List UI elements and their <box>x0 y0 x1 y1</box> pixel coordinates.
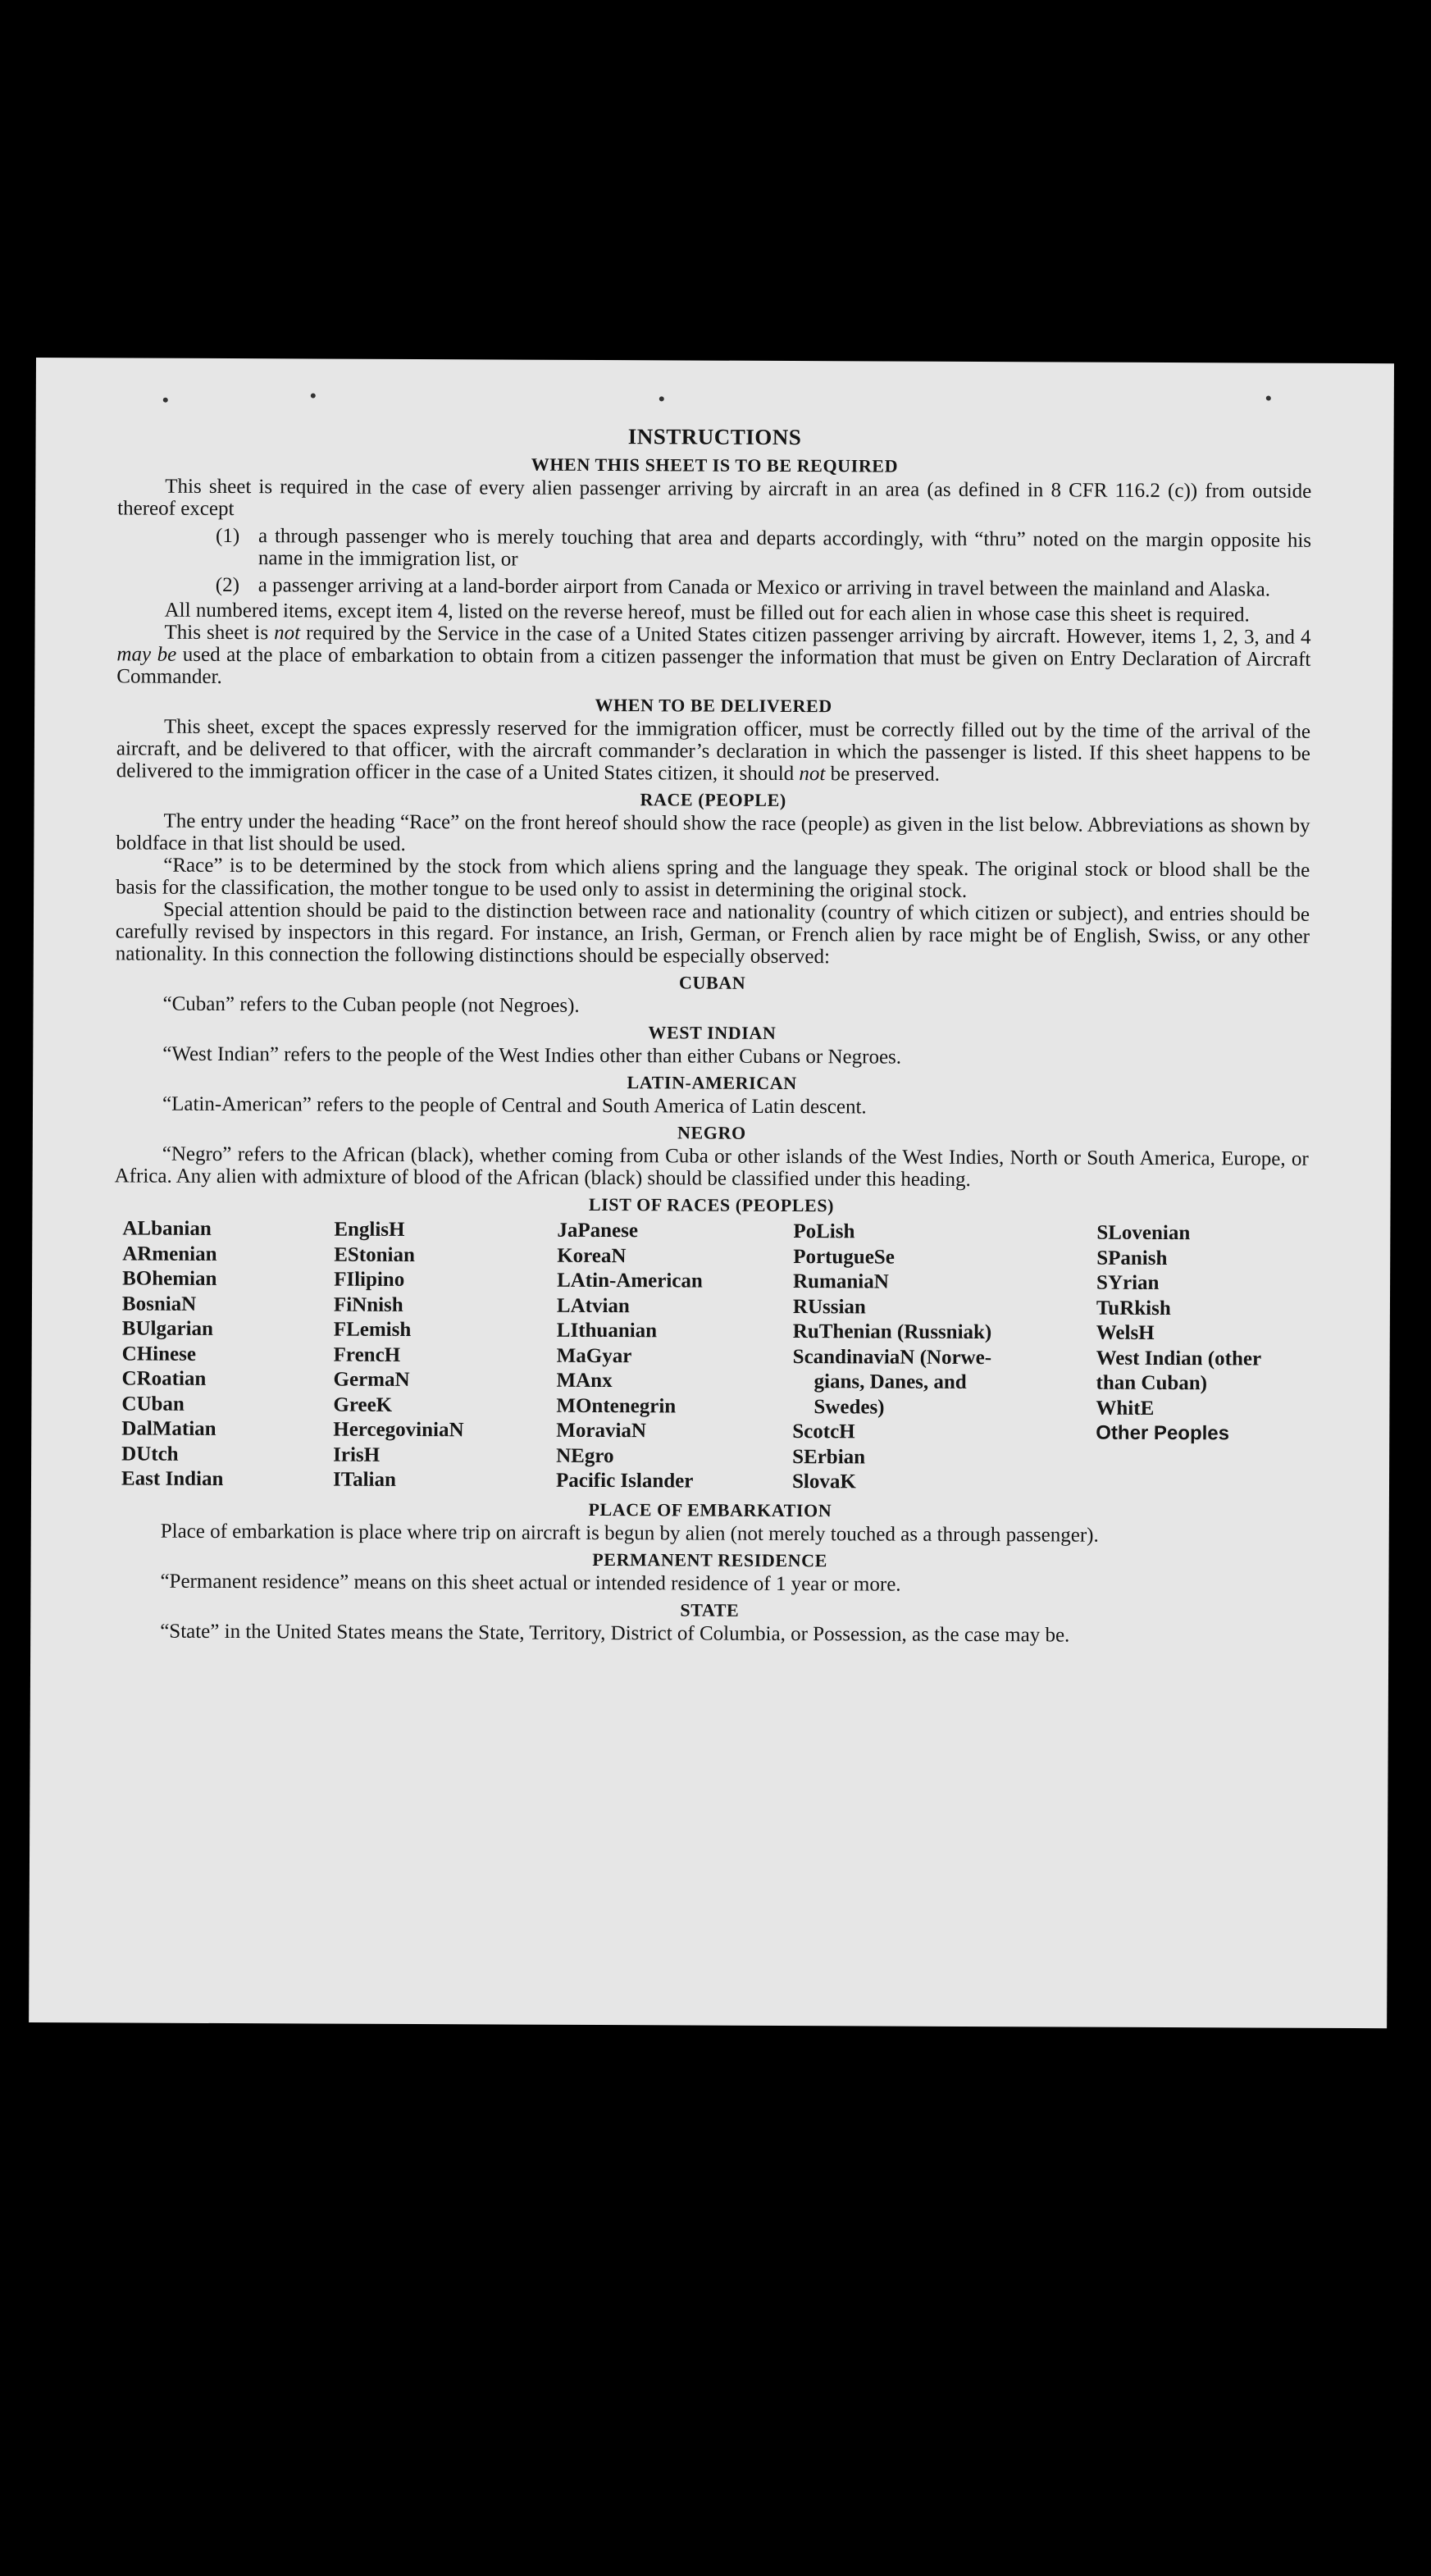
heading-cuban: CUBAN <box>679 972 746 993</box>
race-entry: FLemish <box>333 1318 412 1342</box>
paragraph-permanent-residence: “Permanent residence” means on this sheet actual or intended residence of 1 year or more. <box>160 1570 901 1596</box>
race-entry: LAtvian <box>556 1294 630 1317</box>
heading-race: RACE (PEOPLE) <box>640 789 786 810</box>
race-entry: Pacific Islander <box>555 1469 694 1493</box>
race-entry: East Indian <box>121 1467 224 1491</box>
race-entry: CHinese <box>121 1342 197 1366</box>
race-entry: WelsH <box>1096 1321 1155 1344</box>
race-entry: KoreaN <box>557 1244 627 1267</box>
exception-text: a through passenger who is merely touching that area and departs accordingly, with “thru” noted on the margin opposite his name in the immigration list, or <box>257 525 1312 571</box>
races-column-4 <box>792 1220 1096 1496</box>
heading-west-indian: WEST INDIAN <box>648 1022 777 1043</box>
race-entry: PortugueSe <box>793 1245 895 1269</box>
race-entry: ALbanian <box>122 1217 212 1240</box>
heading-state: STATE <box>680 1598 740 1621</box>
race-entry: GermaN <box>333 1368 410 1391</box>
race-entry: MOntenegrin <box>556 1394 677 1417</box>
text-run: This sheet is <box>164 621 275 645</box>
race-entry: MaGyar <box>556 1344 632 1367</box>
paragraph-embarkation: Place of embarkation is place where trip on aircraft is begun by alien (not merely touched as a through passenger). <box>160 1520 1099 1547</box>
heading-negro: NEGRO <box>677 1122 746 1143</box>
text-run: used at the place of embarkation to obtain from a citizen passenger the information that must be given on Entry Declaration of Aircraft Commander. <box>116 643 1311 688</box>
text-run: required by the Service in the case of a United States citizen passenger arriving by aircraft. However, items 1, 2, 3, and 4 <box>300 622 1311 649</box>
races-list <box>121 1216 1308 1497</box>
emphasis-may-be: may be <box>116 643 177 666</box>
races-column-2 <box>333 1218 557 1494</box>
scan-speck <box>1266 396 1271 401</box>
paragraph-race-3: Special attention should be paid to the distinction between race and nationality (country of which citizen or subject), and entries should be carefully revised by inspectors in this regard. For instance, an Irish, German, or French alien by race might be of English, Swiss, or any other nationality. In this connection the following distinctions should be especially observed: <box>115 898 1310 969</box>
race-entry: FiNnish <box>333 1293 403 1316</box>
race-entry: GreeK <box>333 1393 393 1416</box>
exception-text: a passenger arriving at a land-border airport from Canada or Mexico or arriving in travel between the mainland and Alaska. <box>257 574 1271 601</box>
exception-number: (2) <box>215 573 240 597</box>
race-entry: BosniaN <box>121 1292 197 1315</box>
text-run: be preserved. <box>825 763 940 786</box>
race-entry: SErbian <box>792 1445 866 1468</box>
emphasis-not: not <box>274 622 301 645</box>
races-column-5 <box>1096 1221 1310 1498</box>
race-entry: DalMatian <box>121 1417 216 1440</box>
race-entry: FrencH <box>333 1343 401 1366</box>
heading-races-list: LIST OF RACES (PEOPLES) <box>588 1193 835 1216</box>
race-entry: MoraviaN <box>556 1419 647 1443</box>
race-entry: BOhemian <box>122 1267 217 1290</box>
races-column-1 <box>121 1216 334 1493</box>
race-entry: DUtch <box>121 1442 179 1466</box>
heading-latin-american: LATIN-AMERICAN <box>627 1072 797 1094</box>
race-entry: SlovaK <box>791 1470 856 1493</box>
paragraph-state: “State” in the United States means the State, Territory, District of Columbia, or Possession, as the case may be. <box>160 1620 1070 1647</box>
paragraph-negro: “Negro” refers to the African (black), whether coming from Cuba or other islands of the West Indies, North or South America, Europe, or Africa. Any alien with admixture of blood of the African (black) should be classified under this heading. <box>114 1142 1309 1191</box>
race-entry: LIthuanian <box>556 1319 658 1343</box>
race-entry: RumaniaN <box>793 1270 889 1293</box>
races-column-3 <box>556 1219 793 1495</box>
scan-speck <box>659 396 664 401</box>
race-entry: LAtin-American <box>557 1269 703 1293</box>
scan-speck <box>311 393 316 398</box>
paragraph-when-delivered <box>116 715 1310 786</box>
race-entry: ScotcH <box>792 1420 855 1443</box>
race-entry: SPanish <box>1096 1247 1168 1270</box>
paragraph-numbered-items: All numbered items, except item 4, listed on the reverse hereof, must be filled out for each alien in whose case this sheet is required. <box>164 599 1250 627</box>
race-entry: JaPanese <box>557 1219 639 1242</box>
race-entry-continued: gians, Danes, and <box>813 1370 967 1393</box>
race-entry: FIlipino <box>334 1268 405 1291</box>
exception-number: (1) <box>215 524 240 548</box>
race-entry: ScandinaviaN (Norwe- <box>792 1345 992 1369</box>
paragraph-when-required-intro: This sheet is required in the case of every alien passenger arriving by aircraft in an area (as defined in 8 CFR 116.2 (c)) from outside thereof except <box>117 475 1312 521</box>
emphasis-not: not <box>799 763 826 786</box>
race-entry: SLovenian <box>1096 1221 1191 1245</box>
race-entry: RuThenian (Russniak) <box>792 1320 992 1344</box>
paragraph-race-2: “Race” is to be determined by the stock from which aliens spring and the language they speak. The original stock or blood shall be the basis for the classification, the mother tongue to be used only to assist in determining the original stock. <box>116 854 1310 902</box>
heading-embarkation: PLACE OF EMBARKATION <box>588 1498 832 1521</box>
race-entry: HercegoviniaN <box>333 1418 464 1442</box>
race-entry: West Indian (other <box>1096 1347 1262 1370</box>
race-entry: TuRkish <box>1096 1297 1171 1320</box>
exception-item-2 <box>117 573 1311 600</box>
race-entry: WhitE <box>1096 1397 1155 1420</box>
race-entry: EnglisH <box>334 1218 405 1241</box>
race-entry-continued: Swedes) <box>813 1395 885 1419</box>
race-entry: PoLish <box>793 1220 855 1243</box>
race-entry: IrisH <box>333 1443 381 1466</box>
race-entry: MAnx <box>556 1369 613 1393</box>
paragraph-cuban: “Cuban” refers to the Cuban people (not Negroes). <box>162 992 580 1017</box>
heading-when-required: WHEN THIS SHEET IS TO BE REQUIRED <box>531 454 899 476</box>
race-entry: NEgro <box>556 1444 614 1467</box>
paragraph-citizen-passenger <box>116 621 1310 692</box>
race-entry-other-peoples: Other Peoples <box>1096 1421 1230 1445</box>
scan-speck <box>163 398 168 403</box>
heading-when-delivered: WHEN TO BE DELIVERED <box>595 694 832 717</box>
race-entry: CUban <box>121 1392 185 1416</box>
race-entry: SYrian <box>1096 1271 1160 1294</box>
page-title: INSTRUCTIONS <box>627 424 802 450</box>
paragraph-west-indian: “West Indian” refers to the people of the West Indies other than either Cubans or Negroes. <box>162 1042 902 1069</box>
race-entry-continued: than Cuban) <box>1096 1371 1208 1395</box>
race-entry: EStonian <box>334 1243 415 1266</box>
race-entry: ITalian <box>332 1468 396 1491</box>
race-entry: ARmenian <box>122 1242 217 1265</box>
paragraph-latin-american: “Latin-American” refers to the people of Central and South America of Latin descent. <box>162 1092 867 1119</box>
instruction-sheet <box>29 358 1394 2028</box>
paragraph-race-1: The entry under the heading “Race” on the front hereof should show the race (people) as given in the list below. Abbreviations as shown by boldface in that list should be used. <box>116 809 1310 855</box>
race-entry: BUlgarian <box>121 1317 214 1340</box>
heading-permanent-residence: PERMANENT RESIDENCE <box>592 1548 827 1571</box>
race-entry: CRoatian <box>121 1367 207 1390</box>
exception-item-1 <box>117 524 1311 573</box>
text-run: This sheet, except the spaces expressly reserved for the immigration officer, must be correctly filled out by the time of the arrival of the aircraft, and be delivered to that officer, with the aircraft commander’s declaration in which the passenger is listed. If this sheet happens to be delivered to the immigration officer in the case of a United States citizen, it should <box>116 715 1311 786</box>
race-entry: RUssian <box>792 1295 866 1318</box>
